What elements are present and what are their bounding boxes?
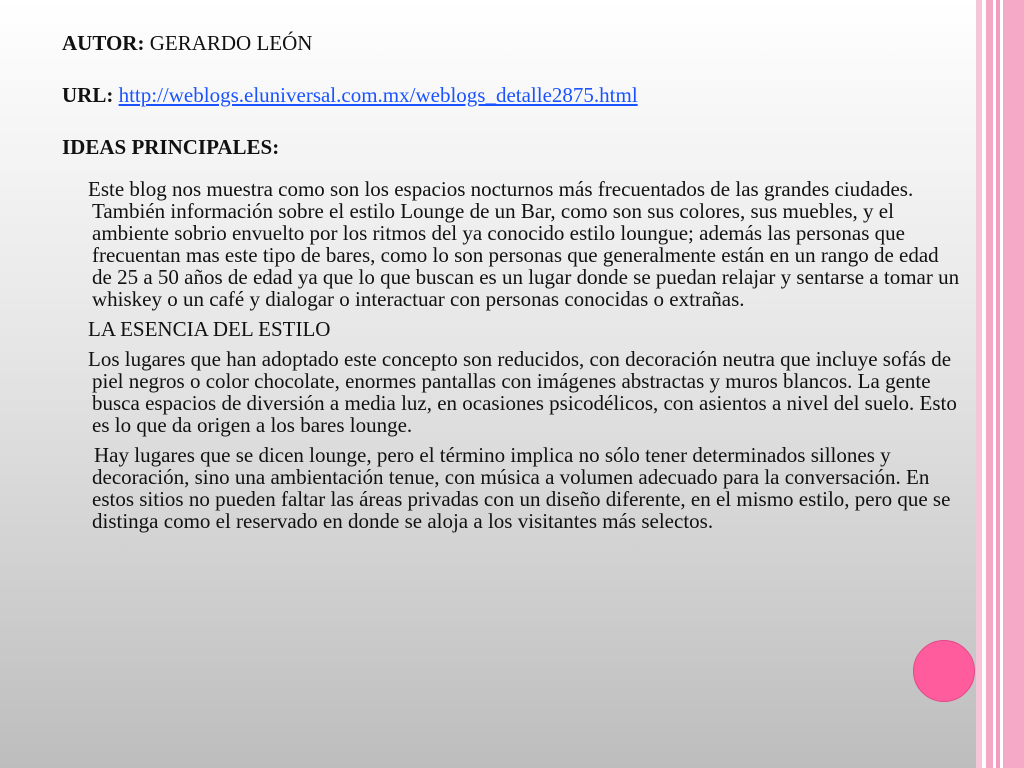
ideas-heading: IDEAS PRINCIPALES:: [62, 135, 280, 159]
decorative-border-stripe: [986, 0, 993, 768]
author-name: GERARDO LEÓN: [149, 31, 313, 55]
paragraph-intro: Este blog nos muestra como son los espacios nocturnos más frecuentados de las grandes ciudades. También información sobre el estilo Lounge de un Bar, como son sus colores, sus muebles, y el ambiente sobrio envuelto por los ritmos del ya conocido estilo loungue; además las personas que frecuentan mas este tipo de bares, como lo son personas que generalmente están en un rango de edad de 25 a 50 años de edad ya que lo que buscan es un lugar donde se puedan relajar y sentarse a tomar un whiskey o un café y dialogar o interactuar con personas conocidas o extrañas.: [88, 177, 960, 311]
section-title: LA ESENCIA DEL ESTILO: [88, 317, 331, 341]
url-line: [62, 82, 962, 108]
slide-content: [62, 30, 962, 538]
url-label: URL:: [62, 83, 114, 107]
source-url-link[interactable]: http://weblogs.eluniversal.com.mx/weblogs_detalle2875.html: [118, 83, 638, 107]
author-line: [62, 30, 962, 56]
decorative-pink-circle: [913, 640, 975, 702]
decorative-border-stripe: [1003, 0, 1024, 768]
author-label: AUTOR:: [62, 31, 145, 55]
paragraph-lounge: Hay lugares que se dicen lounge, pero el término implica no sólo tener determinados sillones y decoración, sino una ambientación tenue, con música a volumen adecuado para la conversación. En estos sitios no pueden faltar las áreas privadas con un diseño diferente, en el mismo estilo, pero que se distinga como el reservado en donde se aloja a los visitantes más selectos.: [92, 443, 951, 533]
paragraph-esencia: Los lugares que han adoptado este concepto son reducidos, con decoración neutra que incluye sofás de piel negros o color chocolate, enormes pantallas con imágenes abstractas y muros blancos. La gente busca espacios de diversión a media luz, en ocasiones psicodélicos, con asientos a nivel del suelo. Esto es lo que da origen a los bares lounge.: [88, 347, 957, 437]
